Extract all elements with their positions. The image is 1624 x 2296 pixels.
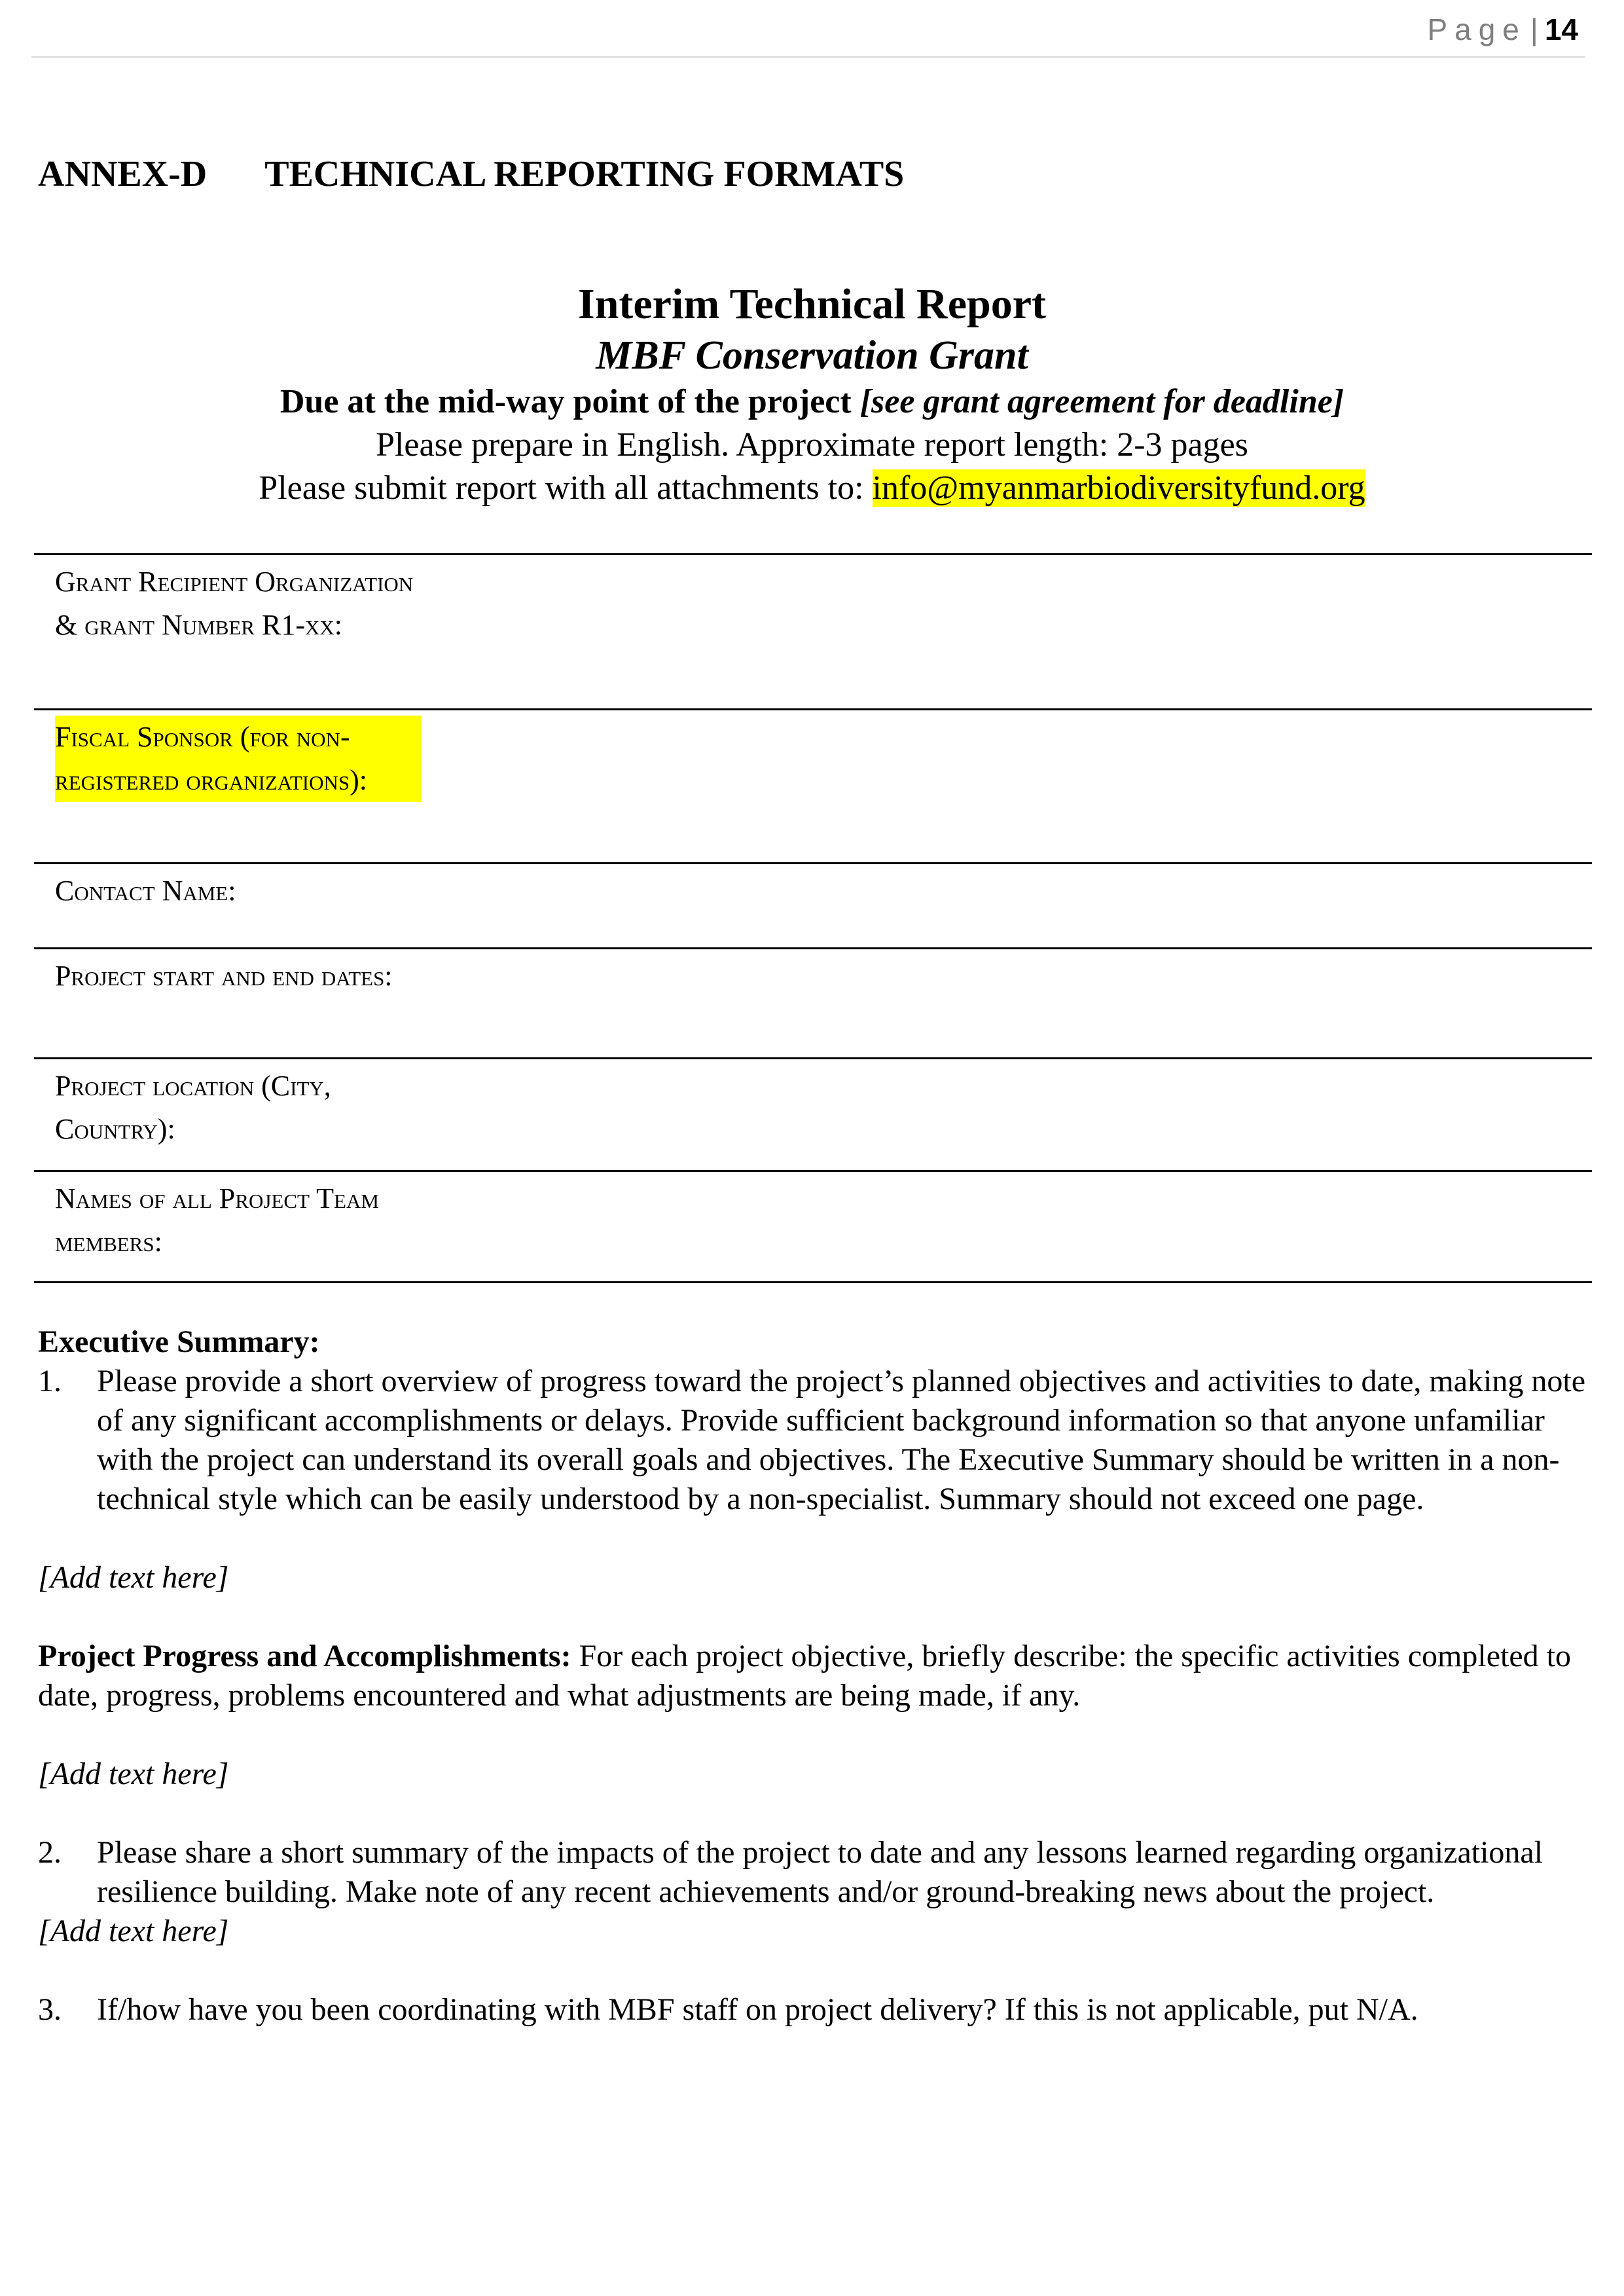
field-label: Names of all Project Team members: — [55, 1182, 379, 1258]
field-label: Fiscal Sponsor (for non-registered organizations): — [55, 716, 422, 802]
annex-title: TECHNICAL REPORTING FORMATS — [264, 154, 905, 194]
progress-heading: Project Progress and Accomplishments: — [38, 1639, 571, 1673]
field-project-location[interactable] — [34, 1059, 1592, 1172]
report-info-table — [34, 553, 1592, 1283]
field-label: Grant Recipient Organization & grant Number R1-xx: — [55, 566, 414, 641]
submit-email-link[interactable]: info@myanmarbiodiversityfund.org — [872, 469, 1365, 507]
report-body — [38, 1322, 1596, 2030]
list-number: 2. — [38, 1835, 62, 1870]
field-fiscal-sponsor[interactable] — [34, 710, 1592, 864]
report-submit-line — [0, 467, 1624, 510]
header-rule — [31, 56, 1585, 58]
field-label: Project location (City, Country): — [55, 1070, 331, 1145]
annex-code: ANNEX-D — [38, 154, 208, 194]
report-due-line — [0, 380, 1624, 424]
field-project-dates[interactable] — [34, 949, 1592, 1059]
field-label: Contact Name: — [55, 875, 236, 907]
list-number: 1. — [38, 1364, 62, 1398]
add-text-placeholder[interactable]: [Add text here] — [38, 1757, 229, 1791]
progress-text: For each project objective, briefly describe: the specific activities completed to date, progress, problems encountered and what adjustments are being made, if any. — [38, 1639, 1571, 1713]
list-item-2 — [38, 1833, 1596, 1912]
page-number: 14 — [1544, 12, 1578, 46]
list-item-1 — [38, 1362, 1596, 1519]
list-text: Please share a short summary of the impacts of the project to date and any lessons learned regarding organizational resilience building. Make note of any recent achievements and/or ground-breaking news about the project. — [97, 1835, 1543, 1909]
page-word: Page — [1427, 12, 1526, 46]
submit-prefix: Please submit report with all attachments to: — [259, 469, 873, 507]
add-text-placeholder[interactable]: [Add text here] — [38, 1560, 229, 1595]
field-grant-recipient[interactable] — [34, 555, 1592, 710]
report-title: Interim Technical Report — [578, 280, 1046, 328]
add-text-placeholder[interactable]: [Add text here] — [38, 1914, 229, 1948]
list-text: Please provide a short overview of progress toward the project’s planned objectives and activities to date, making note of any significant accomplishments or delays. Provide sufficient background information so that anyone unfamiliar with the project can understand its overall goals and objectives. The Executive Summary should be written in a non-technical style which can be easily understood by a non-specialist. Summary should not exceed one page. — [97, 1364, 1585, 1516]
field-team-members[interactable] — [34, 1172, 1592, 1283]
field-label: Project start and end dates: — [55, 960, 393, 992]
list-text: If/how have you been coordinating with MBF staff on project delivery? If this is not applicable, put N/A. — [97, 1992, 1418, 2027]
executive-summary-heading: Executive Summary: — [38, 1324, 320, 1359]
report-prepare-line: Please prepare in English. Approximate report length: 2-3 pages — [376, 426, 1248, 464]
progress-paragraph — [38, 1637, 1596, 1715]
list-number: 3. — [38, 1992, 62, 2027]
field-contact-name[interactable] — [34, 864, 1592, 949]
due-deadline-note: [see grant agreement for deadline] — [859, 383, 1344, 420]
page-separator: | — [1530, 12, 1538, 46]
list-item-3 — [38, 1990, 1596, 2030]
report-subtitle: MBF Conservation Grant — [596, 333, 1028, 378]
report-title-block — [0, 278, 1624, 510]
due-text: Due at the mid-way point of the project — [280, 383, 860, 420]
annex-heading — [38, 153, 904, 195]
page-number-indicator — [1427, 12, 1578, 47]
